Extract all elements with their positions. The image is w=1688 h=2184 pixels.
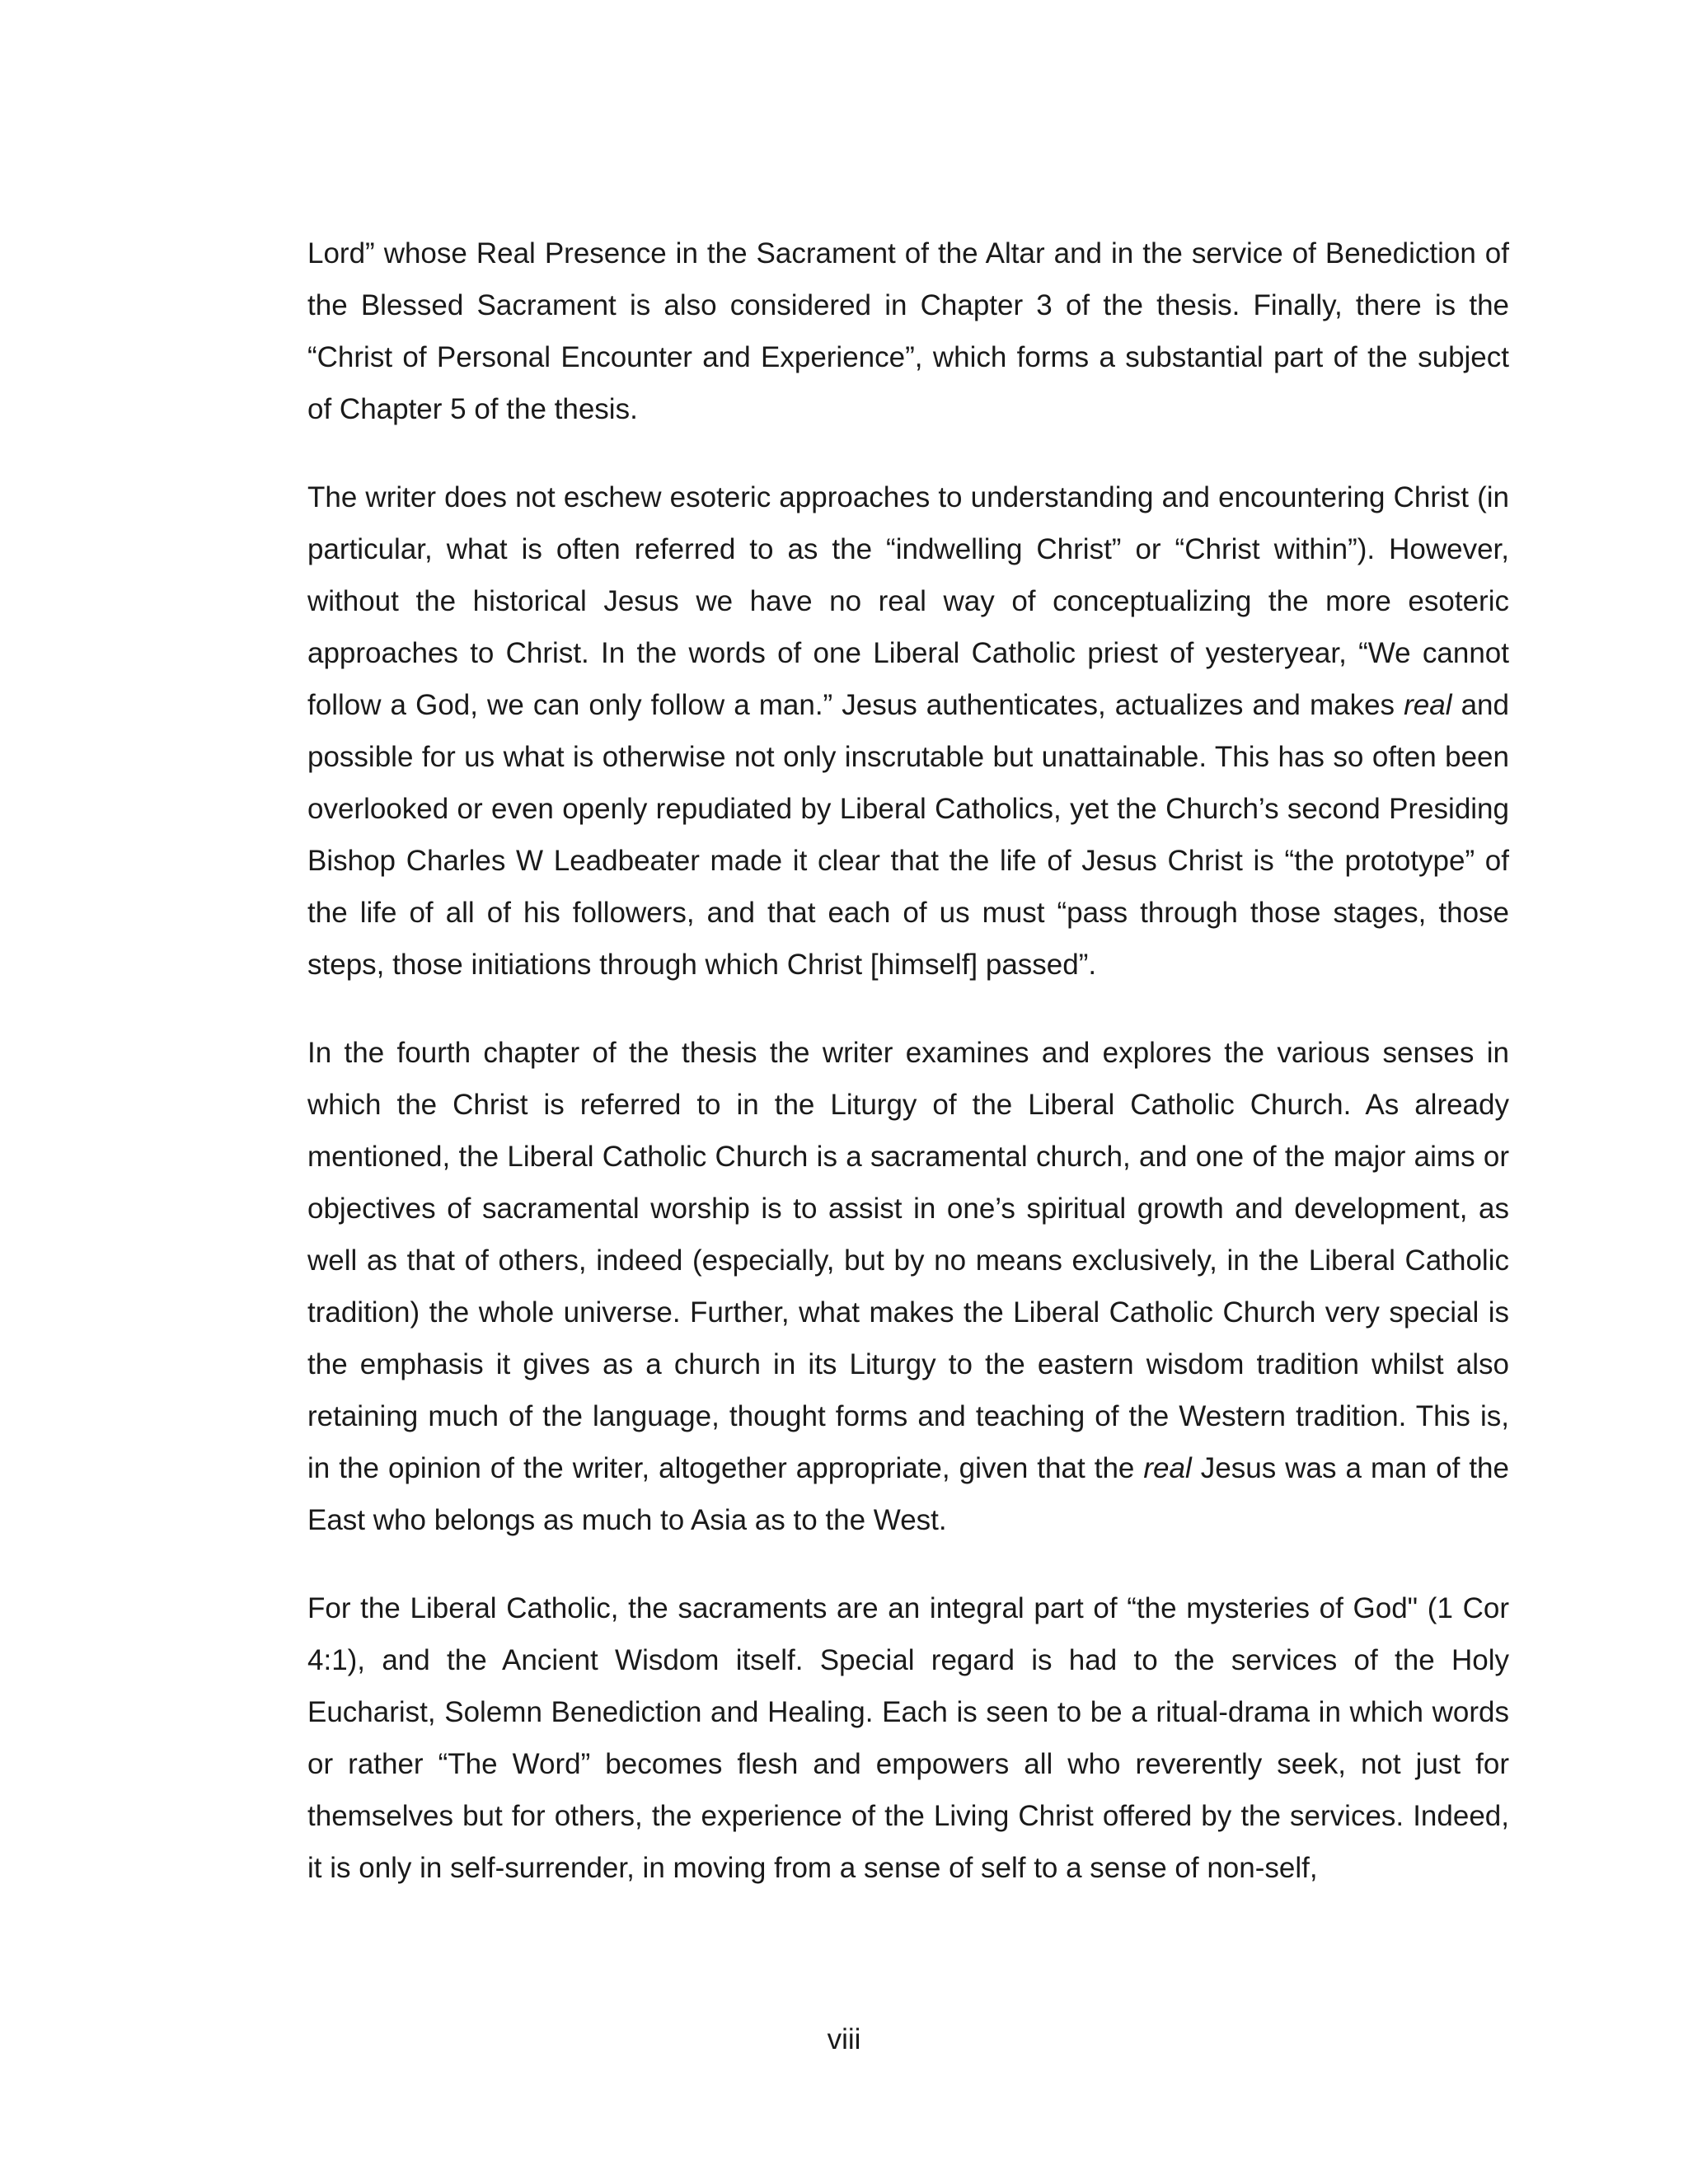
paragraph-2 [307, 471, 1509, 991]
paragraph-2-text-end: and possible for us what is otherwise not only inscrutable but unattainable. This has so often been overlooked or even openly repudiated by Liberal Catholics, yet the Church’s second Presiding Bishop Charles W Leadbeater made it clear that the life of Jesus Christ is “the prototype” of the life of all of his followers, and that each of us must “pass through those stages, those steps, those initiations through which Christ [himself] passed”. [307, 689, 1509, 981]
paragraph-3-text-end: Jesus was a man of the East who belongs as much to Asia as to the West. [307, 1452, 1509, 1536]
page-number: viii [827, 2023, 861, 2055]
body-text [307, 227, 1509, 1930]
paragraph-1-text: Lord” whose Real Presence in the Sacrament of the Altar and in the service of Benediction of the Blessed Sacrament is also considered in Chapter 3 of the thesis. Finally, there is the “Christ of Personal Encounter and Experience”, which forms a substantial part of the subject of Chapter 5 of the thesis. [307, 237, 1509, 425]
paragraph-4-text: For the Liberal Catholic, the sacraments are an integral part of “the mysteries of God" (1 Cor 4:1), and the Ancient Wisdom itself. Special regard is had to the services of the Holy Eucharist, Solemn Benediction and Healing. Each is seen to be a ritual-drama in which words or rather “The Word” becomes flesh and empowers all who reverently seek, not just for themselves but for others, the experience of the Living Christ offered by the services. Indeed, it is only in self-surrender, in moving from a sense of self to a sense of non-self, [307, 1592, 1509, 1884]
paragraph-2-italic-word: real [1404, 689, 1452, 721]
paragraph-4 [307, 1582, 1509, 1894]
paragraph-3 [307, 1027, 1509, 1546]
paragraph-1 [307, 227, 1509, 435]
paragraph-3-text-start: In the fourth chapter of the thesis the writer examines and explores the various senses in which the Christ is referred to in the Liturgy of the Liberal Catholic Church. As already mentioned, the Liberal Catholic Church is a sacramental church, and one of the major aims or objectives of sacramental worship is to assist in one’s spiritual growth and development, as well as that of others, indeed (especially, but by no means exclusively, in the Liberal Catholic tradition) the whole universe. Further, what makes the Liberal Catholic Church very special is the emphasis it gives as a church in its Liturgy to the eastern wisdom tradition whilst also retaining much of the language, thought forms and teaching of the Western tradition. This is, in the opinion of the writer, altogether appropriate, given that the [307, 1037, 1509, 1484]
paragraph-3-italic-word: real [1143, 1452, 1192, 1484]
paragraph-2-text-start: The writer does not eschew esoteric approaches to understanding and encountering Christ (in particular, what is often referred to as the “indwelling Christ” or “Christ within”). However, without the historical Jesus we have no real way of conceptualizing the more esoteric approaches to Christ. In the words of one Liberal Catholic priest of yesteryear, “We cannot follow a God, we can only follow a man.” Jesus authenticates, actualizes and makes [307, 481, 1509, 721]
